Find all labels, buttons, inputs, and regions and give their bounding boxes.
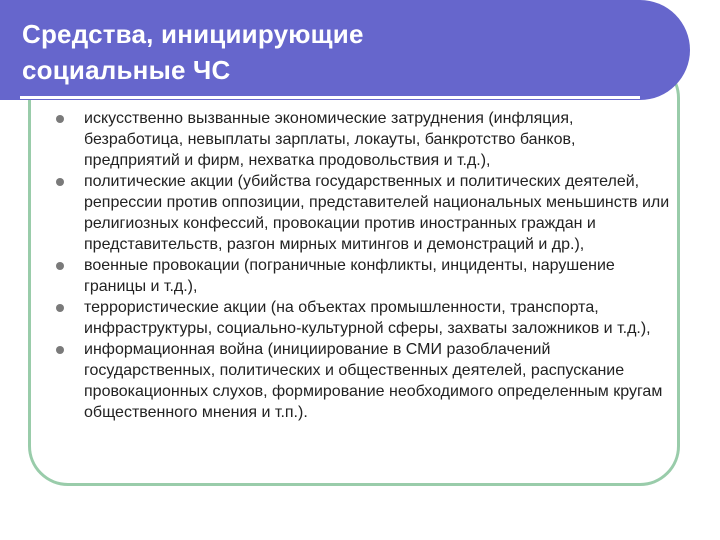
slide-title [22,16,622,88]
bullet-text: террористические акции (на объектах промышленности, транспорта, инфраструктуры, социально-культурной сферы, захваты заложников и т.д.), [84,299,651,337]
bullet-item-economic [54,108,672,171]
bullet-text: политические акции (убийства государственных и политических деятелей, репрессии против оппозиции, представителей национальных меньшинств или религиозных конфессий, провокации против иностранных граждан и представительств, разгон мирных митингов и демонстраций и др.), [84,173,670,253]
bullet-dot-icon [56,115,64,123]
bullet-dot-icon [56,262,64,270]
bullet-text: военные провокации (пограничные конфликты, инциденты, нарушение границы и т.д.), [84,257,615,295]
bullet-dot-icon [56,346,64,354]
bullet-item-terrorist [54,297,672,339]
bullet-dot-icon [56,178,64,186]
bullet-item-information [54,339,672,423]
bullet-list [54,108,672,423]
bullet-dot-icon [56,304,64,312]
bullet-text: искусственно вызванные экономические затруднения (инфляция, безработица, невыплаты зарплаты, локауты, банкротство банков, предприятий и фирм, нехватка продовольствия и т.д.), [84,110,576,169]
bullet-item-political [54,171,672,255]
bullet-text: информационная война (инициирование в СМИ разоблачений государственных, политических и общественных деятелей, распускание провокационных слухов, формирование необходимого определенным кругам общественного мнения и т.п.). [84,341,663,421]
title-line-2: социальные ЧС [22,55,231,85]
title-underline [20,96,640,99]
title-line-1: Средства, инициирующие [22,19,364,49]
bullet-item-military [54,255,672,297]
